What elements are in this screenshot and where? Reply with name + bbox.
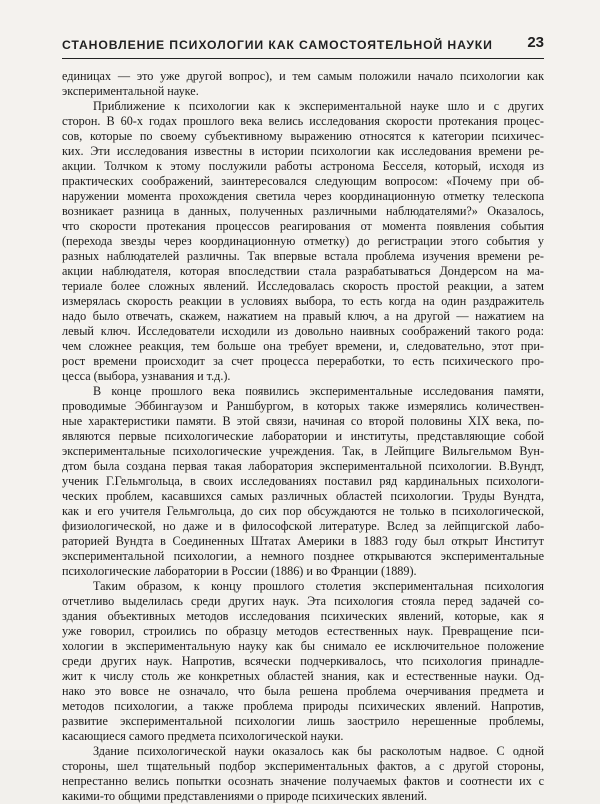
text-line: (перехода звезды через координационную отметку) до регистрации этого события у: [62, 234, 544, 248]
text-line: непрестанно велись попытки осознать значение получаемых фактов и соотнести их с: [62, 774, 544, 788]
text-line: ких. Эти исследования известны в истории психологии как исследования времени ре-: [62, 144, 544, 158]
text-line: единицах — это уже другой вопрос), и тем самым положили начало психологии как: [62, 69, 544, 83]
paragraph: [62, 744, 544, 804]
text-line: ученик Г.Гельмгольца, в своих исследованиях поставил ряд кардинальных психологи-: [62, 474, 544, 488]
text-line: практических соображений, заинтересовался следующим вопросом: «Почему при об-: [62, 174, 544, 188]
text-line: Приближение к психологии как к экспериментальной науке шло и с других: [93, 99, 544, 113]
text-line: В конце прошлого века появились экспериментальные исследования памяти,: [93, 384, 544, 398]
text-line: что скорости протекания процессов реагирования от момента появления события: [62, 219, 544, 233]
text-line: Здание психологической науки оказалось как бы расколотым надвое. С одной: [93, 744, 544, 758]
text-line: дтом была создана первая такая лаборатория экспериментальной психологии. В.Вундт,: [62, 459, 544, 473]
text-line: отчетливо выделилась среди других наук. Эта психология стояла перед задачей со-: [62, 594, 544, 608]
text-line: акции. Толчком к этому послужили работы астронома Бесселя, который, исходя из: [62, 159, 544, 173]
text-line: раторией Вундта в Соединенных Штатах Америки в 1883 году был открыт Институт: [62, 534, 544, 548]
text-line: разных наблюдателей различны. Так впервые встала проблема изучения времени ре-: [62, 249, 544, 263]
text-line: териале более сложных явлений. Исследовалась скорость простой реакции, а затем: [62, 279, 544, 293]
text-line: надо было отвечать, скажем, нажатием на правый ключ, а на другой — нажатием на: [62, 309, 544, 323]
text-line: чем сложнее реакция, тем больше она требует времени, и, следовательно, этот при-: [62, 339, 544, 353]
text-line: ческих проблем, касавшихся самых различных областей психологии. Труды Вундта,: [62, 489, 544, 503]
running-title: СТАНОВЛЕНИЕ ПСИХОЛОГИИ КАК САМОСТОЯТЕЛЬНОЙ НАУКИ: [62, 38, 493, 52]
text-line: экспериментальные психологические учреждения. Так, в Лейпциге Вильгельмом Вун-: [62, 444, 544, 458]
text-line: стороны, шел тщательный подбор экспериментальных фактов, а с другой стороны,: [62, 759, 544, 773]
text-line: наружении момента прохождения светила через координационную отметку телескопа: [62, 189, 544, 203]
paragraph: [62, 99, 544, 384]
text-line: экспериментальной психологии, а немного позднее открываются экспериментальные: [62, 549, 544, 563]
text-line: развитие экспериментальной психологии лишь заострило нерешенные проблемы,: [62, 714, 544, 728]
text-line: сторон. В 60-х годах прошлого века велись исследования скорости протекания процес-: [62, 114, 544, 128]
text-line: сов, которые по своему субъективному выражению относятся к категории психичес-: [62, 129, 544, 143]
text-line: Таким образом, к концу прошлого столетия экспериментальная психология: [93, 579, 544, 593]
text-line: проводимые Эббингаузом и Раншбургом, в которых также измерялись количествен-: [62, 399, 544, 413]
paragraph: [62, 579, 544, 744]
text-line: как и его учителя Гельмгольца, до сих пор обсуждаются не только в психологической,: [62, 504, 544, 518]
text-body: [62, 69, 544, 804]
page-number: 23: [527, 34, 544, 51]
running-header: [62, 34, 544, 59]
text-line: акции наблюдателя, которая впоследствии стала разрабатываться Дондерсом на ма-: [62, 264, 544, 278]
text-line: психологические лаборатории в России (1886) и во Франции (1889).: [62, 564, 417, 578]
text-line: здания объективных методов исследования психических явлений, которые, как я: [62, 609, 544, 623]
text-line: измерялась скорость реакции в условиях выбора, то есть когда на один раздражитель: [62, 294, 544, 308]
text-line: касающиеся самого предмета психологической науки.: [62, 729, 344, 743]
text-line: жит к числу столь же конкретных областей знания, как и естественные науки. Од-: [62, 669, 544, 683]
text-line: цесса (выбора, узнавания и т.д.).: [62, 369, 231, 383]
text-line: среди других наук. Напротив, всячески подчеркивалось, что психология принадле-: [62, 654, 544, 668]
text-line: методов психологии, а также проблема природы психических явлений. Напротив,: [62, 699, 544, 713]
text-line: возникает разница в данных, полученных различными наблюдателями?» Оказалось,: [62, 204, 544, 218]
text-line: физиологической, но даже и в философской литературе. Вслед за лейпцигской лабо-: [62, 519, 544, 533]
text-line: какими-то общими представлениями о природе психических явлений.: [62, 789, 428, 803]
text-line: уже говорил, строились по образцу методов естественных наук. Превращение пси-: [62, 624, 544, 638]
paragraph: [62, 384, 544, 579]
text-line: хологии в экспериментальную науку как бы снимало ее исключительное положение: [62, 639, 544, 653]
text-line: являются первые психологические лаборатории и институты, представляющие собой: [62, 429, 544, 443]
text-line: ные характеристики памяти. В этой связи, начиная со второй половины XIX века, по-: [62, 414, 544, 428]
text-line: рост времени происходит за счет процесса переработки, то есть психического про-: [62, 354, 544, 368]
text-line: экспериментальной науке.: [62, 84, 199, 98]
text-line: левый ключ. Исследователи исходили из довольно наивных соображений такого рода:: [62, 324, 544, 338]
text-line: нако это вовсе не означало, что была решена проблема очерчивания предмета и: [62, 684, 544, 698]
paragraph: [62, 69, 544, 99]
